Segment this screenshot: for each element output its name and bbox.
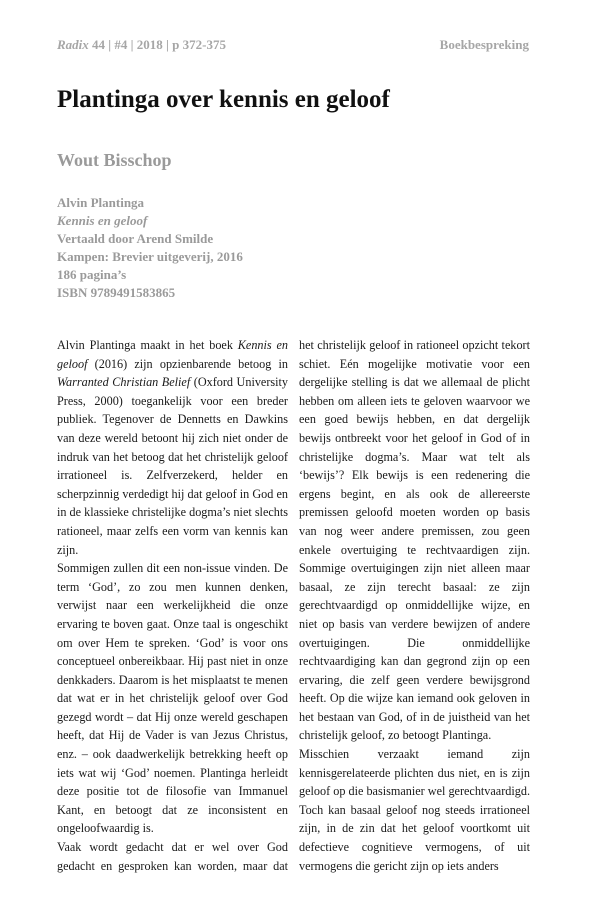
paragraph-3-continued: het christelijk geloof in rationeel opzicht tekort schiet. Eén mogelijke motivatie voor een dergelijke stelling is dat we allemaal de plicht hebben om alleen iets te geloven waarvoor we een goed bewijs hebben, en dat dergelijk bewijs ontbreekt voor het geloof in God of in christelijke dogma’s. Maar wat telt als ‘bewijs’? Elk bewijs is een redenering die ergens begint, en als ook de allereerste premissen geloofd moeten worden op basis van nog weer andere premissen, zou geen enkele overtuiging te rechtvaardigen zijn. Sommige overtuigingen zijn niet alleen maar basaal, ze zijn terecht basaal: ze zijn gerechtvaardigd op onmiddellijke wijze, en niet op basis van verdere bewijzen of andere overtuigingen. Die onmiddellijke rechtvaardiging kan dan gegrond zijn op een ervaring, die zelf geen verdere bewijsgrond heeft. Op die wijze kan iemand ook geloven in het bestaan van God, of in de juistheid van het christelijk geloof, zo betoogt Plantinga.	[299, 338, 530, 743]
paragraph-4: Misschien verzaakt iemand zijn kennisgerelateerde plichten dus niet, en is zijn geloof op die basismanier wel gerechtvaardigd. Toch kan basaal geloof nog steeds irrationeel zijn, in de zin dat het geloof voortkomt uit defectieve cognitieve vermogens, of uit vermogens die gericht zijn op iets anders	[299, 747, 530, 873]
book-author: Alvin Plantinga	[57, 195, 145, 210]
section-label: Boekbespreking	[439, 37, 529, 52]
article-author: Wout Bisschop	[57, 150, 172, 170]
book-title: Kennis en geloof	[57, 213, 148, 228]
body-column-left	[57, 336, 288, 875]
p1-original-title: Warranted Christian Belief	[57, 375, 191, 390]
book-isbn: ISBN 9789491583865	[57, 285, 176, 300]
journal-citation	[57, 37, 226, 53]
book-info	[57, 194, 243, 302]
citation-details: 44 | #4 | 2018 | p 372-375	[92, 37, 226, 52]
body-column-right	[299, 336, 530, 875]
p1-text-a: Alvin Plantinga maakt in het boek	[57, 338, 238, 352]
book-pages: 186 pagina’s	[57, 267, 127, 282]
book-publisher: Kampen: Brevier uitgeverij, 2016	[57, 249, 243, 264]
p1-book-title: Kennis en geloof	[57, 338, 288, 371]
paragraph-3: Vaak wordt gedacht dat er wel over God gedacht en gesproken kan worden, maar dat	[57, 840, 288, 873]
p1-text-c: (2016) zijn opzienbarende betoog in	[87, 356, 288, 371]
p1-text-e: (Oxford University Press, 2000) toegankelijk voor een breder publiek. Tegenover de Dennetts en Dawkins van deze wereld betoont hij zich niet onder de indruk van het betoog dat het christelijk geloof irrationeel is. Zelfverzekerd, helder en scherpzinnig verdedigt hij dat geloof in God en in de klassieke christelijke dogma’s niet slechts rationeel, maar zelfs een vorm van kennis kan zijn.	[57, 375, 288, 557]
article-title: Plantinga over kennis en geloof	[57, 86, 390, 113]
book-translator: Vertaald door Arend Smilde	[57, 231, 214, 246]
journal-name: Radix	[57, 37, 89, 52]
paragraph-2: Sommigen zullen dit een non-issue vinden. De term ‘God’, zo zou men kunnen denken, verwijst naar een werkelijkheid die onze ervaring te boven gaat. Onze taal is ongeschikt om over Hem te spreken. ‘God’ is voor ons conceptueel onbereikbaar. Hij past niet in onze denkkaders. Daarom is het misplaatst te menen dat wat er in het christelijk geloof over God gezegd wordt – dat Hij onze wereld geschapen heeft, dat Hij de Vader is van Jezus Christus, enz. – ook daadwerkelijk betrekking heeft op iets wat wij ‘God’ noemen. Plantinga herleidt deze positie tot de filosofie van Immanuel Kant, en betoogt dat ze inconsistent en ongeloofwaardig is.	[57, 561, 288, 836]
paragraph-1	[57, 336, 288, 559]
